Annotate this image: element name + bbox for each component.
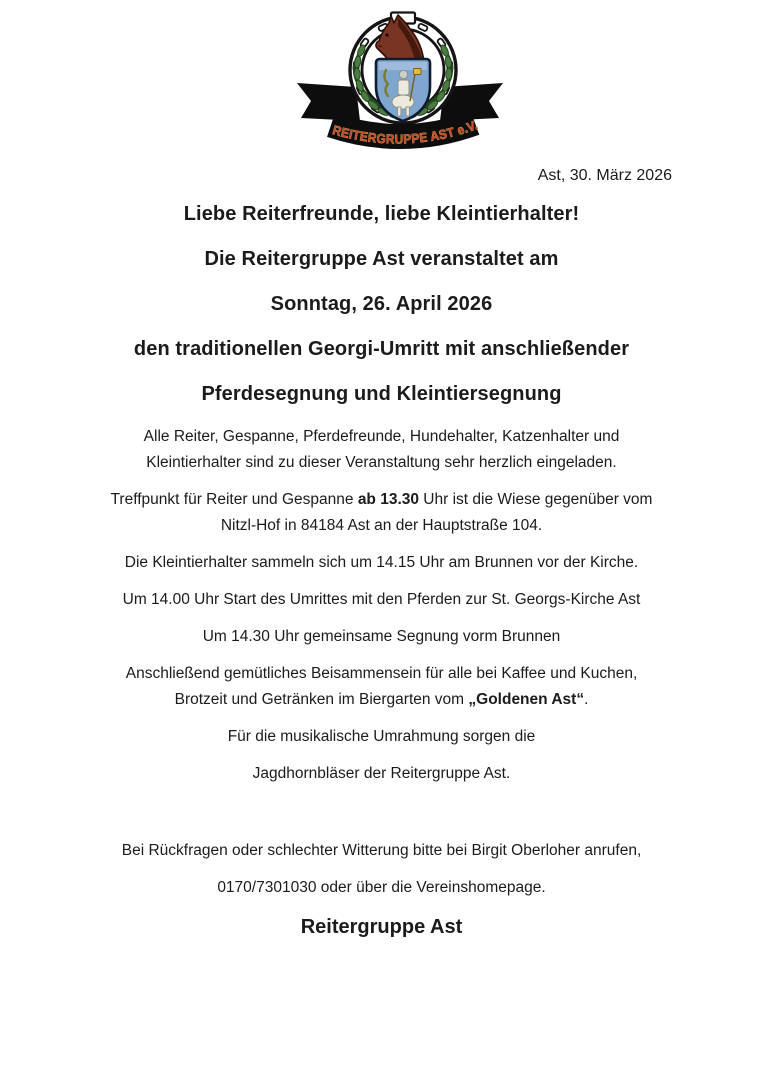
venue-name-bold: „Goldenen Ast“ [468, 691, 585, 708]
contact-paragraph: Bei Rückfragen oder schlechter Witterung bitte bei Birgit Oberloher anrufen, [121, 842, 642, 859]
procession-start-paragraph: Um 14.00 Uhr Start des Umrittes mit den Pferden zur St. Georgs-Kirche Ast [122, 591, 641, 608]
letter-body [0, 424, 763, 942]
get-together-paragraph: Anschließend gemütliches Beisammensein für alle bei Kaffee und Kuchen, Brotzeit und Getränken im Biergarten vom „Goldenen Ast“. [125, 665, 638, 708]
dateline: Ast, 30. März 2026 [537, 167, 672, 184]
event-name-heading-line2: Pferdesegnung und Kleintiersegnung [201, 383, 562, 405]
phone-paragraph: 0170/7301030 oder über die Vereinshomepage. [217, 879, 546, 896]
blank-paragraph-spacer [0, 798, 763, 838]
meeting-point-paragraph: Treffpunkt für Reiter und Gespanne ab 13.30 Uhr ist die Wiese gegenüber vom Nitzl-Hof in 84184 Ast an der Hauptstraße 104. [110, 491, 653, 534]
signature: Reitergruppe Ast [300, 916, 463, 938]
blessing-paragraph: Um 14.30 Uhr gemeinsame Segnung vorm Brunnen [202, 628, 561, 645]
music-paragraph-line2: Jagdhornbläser der Reitergruppe Ast. [252, 765, 511, 782]
banner-text: REITERGRUPPE AST e.V. [330, 117, 480, 147]
small-animal-owners-paragraph: Die Kleintierhalter sammeln sich um 14.15 Uhr am Brunnen vor der Kirche. [124, 554, 639, 571]
club-logo [294, 8, 506, 150]
event-date-heading: Sonntag, 26. April 2026 [270, 293, 493, 315]
invitation-paragraph: Alle Reiter, Gespanne, Pferdefreunde, Hundehalter, Katzenhalter und Kleintierhalter sind zu dieser Veranstaltung sehr herzlich eingeladen. [143, 428, 620, 471]
ribbon-tail-left-icon [297, 83, 360, 121]
club-logo-image [294, 8, 506, 150]
meeting-time-bold: ab 13.30 [357, 491, 419, 508]
salutation-heading: Liebe Reiterfreunde, liebe Kleintierhalter! [183, 203, 580, 225]
event-name-heading-line1: den traditionellen Georgi-Umritt mit anschließender [133, 338, 630, 360]
headings-block [0, 199, 763, 409]
intro-heading: Die Reitergruppe Ast veranstaltet am [204, 248, 559, 270]
music-paragraph-line1: Für die musikalische Umrahmung sorgen die [227, 728, 536, 745]
